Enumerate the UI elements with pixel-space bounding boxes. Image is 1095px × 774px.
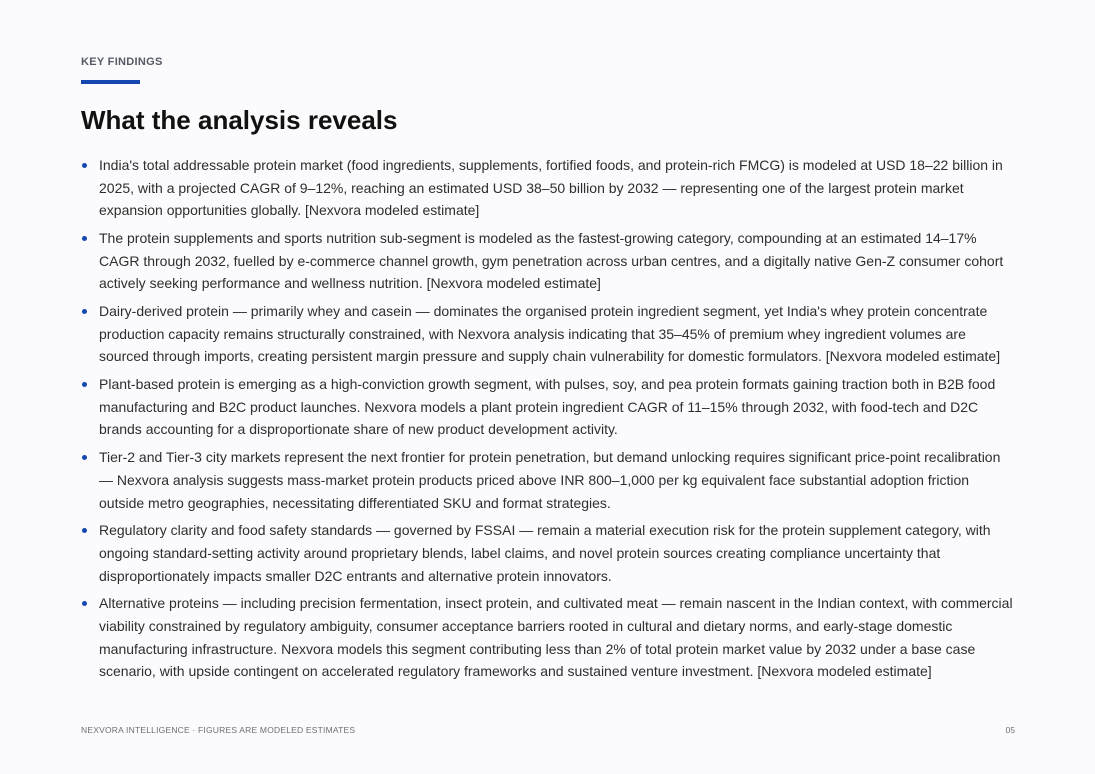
bullet-dot-icon: [82, 236, 87, 241]
bullet-dot-icon: [82, 455, 87, 460]
bullet-dot-icon: [82, 163, 87, 168]
page-number: 05: [1005, 725, 1015, 735]
finding-text: Plant-based protein is emerging as a high-conviction growth segment, with pulses, soy, and pea protein formats gaining traction both in B2B food manufacturing and B2C product launches. Nexvora models a plant protein ingredient CAGR of 11–15% through 2032, with food-tech and D2C brands accounting for a disproportionate share of new product development activity.: [99, 376, 996, 438]
report-page: [81, 0, 1015, 774]
accent-rule: [81, 80, 140, 84]
finding-item: [81, 519, 1015, 587]
footer-disclaimer: NEXVORA INTELLIGENCE · FIGURES ARE MODELED ESTIMATES: [81, 725, 356, 735]
finding-item: [81, 446, 1015, 514]
bullet-dot-icon: [82, 309, 87, 314]
finding-item: [81, 592, 1015, 682]
finding-item: [81, 300, 1015, 368]
finding-text: Alternative proteins — including precision fermentation, insect protein, and cultivated meat — remain nascent in the Indian context, with commercial viability constrained by regulatory ambiguity, consumer acceptance barriers rooted in cultural and dietary norms, and early-stage domestic manufacturing infrastructure. Nexvora models this segment contributing less than 2% of total protein market value by 2032 under a base case scenario, with upside contingent on accelerated regulatory frameworks and sustained venture investment. [Nexvora modeled estimate]: [99, 595, 1013, 680]
bullet-dot-icon: [82, 382, 87, 387]
findings-list: [81, 154, 1015, 688]
page-title: What the analysis reveals: [81, 105, 398, 135]
bullet-dot-icon: [82, 528, 87, 533]
finding-text: Tier-2 and Tier-3 city markets represent the next frontier for protein penetration, but demand unlocking requires significant price-point recalibration — Nexvora analysis suggests mass-market protein products priced above INR 800–1,000 per kg equivalent face substantial adoption friction outside metro geographies, necessitating differentiated SKU and format strategies.: [99, 449, 1001, 511]
finding-item: [81, 227, 1015, 295]
finding-item: [81, 154, 1015, 222]
section-eyebrow: KEY FINDINGS: [81, 56, 163, 68]
finding-text: India's total addressable protein market (food ingredients, supplements, fortified foods, and protein-rich FMCG) is modeled at USD 18–22 billion in 2025, with a projected CAGR of 9–12%, reaching an estimated USD 38–50 billion by 2032 — representing one of the largest protein market expansion opportunities globally. [Nexvora modeled estimate]: [99, 157, 1003, 219]
finding-text: The protein supplements and sports nutrition sub-segment is modeled as the fastest-growing category, compounding at an estimated 14–17% CAGR through 2032, fuelled by e-commerce channel growth, gym penetration across urban centres, and a digitally native Gen-Z consumer cohort actively seeking performance and wellness nutrition. [Nexvora modeled estimate]: [99, 230, 1004, 292]
bullet-dot-icon: [82, 601, 87, 606]
finding-text: Regulatory clarity and food safety standards — governed by FSSAI — remain a material execution risk for the protein supplement category, with ongoing standard-setting activity around proprietary blends, label claims, and novel protein sources creating compliance uncertainty that disproportionately impacts smaller D2C entrants and alternative protein innovators.: [99, 522, 991, 584]
finding-text: Dairy-derived protein — primarily whey and casein — dominates the organised protein ingredient segment, yet India's whey protein concentrate production capacity remains structurally constrained, with Nexvora analysis indicating that 35–45% of premium whey ingredient volumes are sourced through imports, creating persistent margin pressure and supply chain vulnerability for domestic formulators. [Nexvora modeled estimate]: [99, 303, 1001, 365]
finding-item: [81, 373, 1015, 441]
